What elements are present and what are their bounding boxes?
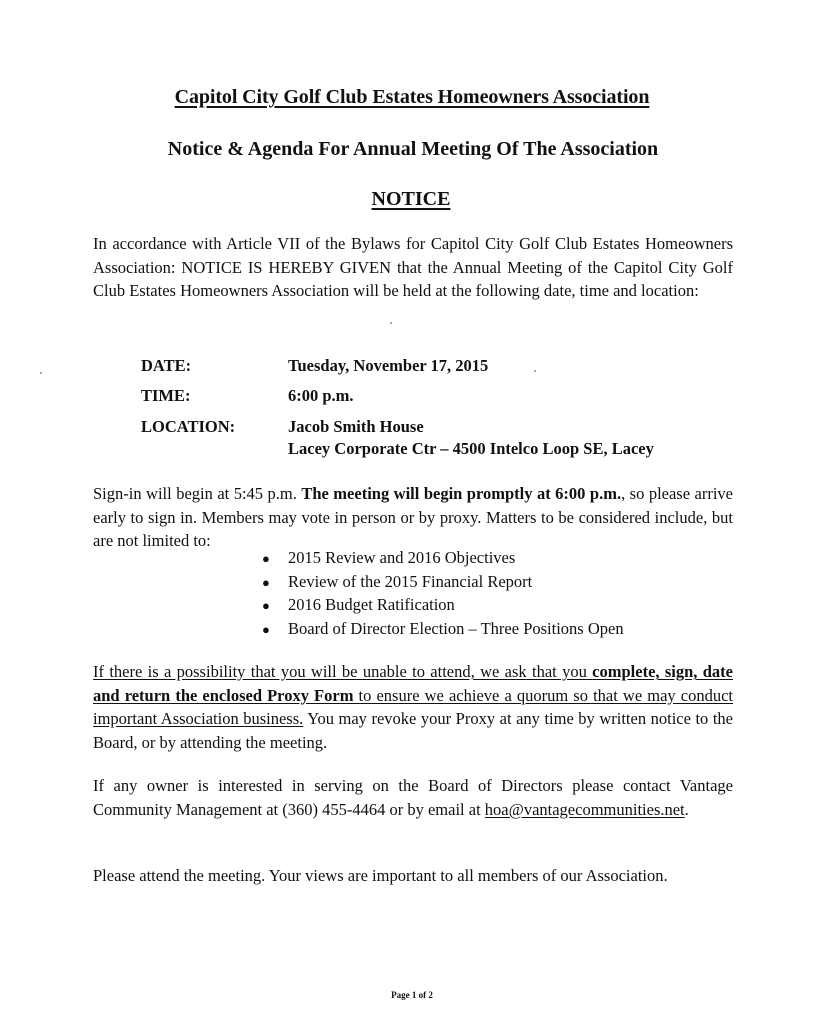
location-value bbox=[288, 416, 654, 460]
bullet-icon: ● bbox=[262, 551, 270, 566]
time-label: TIME: bbox=[141, 386, 191, 405]
notice-heading: NOTICE bbox=[371, 188, 451, 210]
meeting-details bbox=[141, 356, 654, 458]
agenda-item bbox=[262, 619, 624, 643]
scan-speck bbox=[40, 372, 42, 374]
board-text-end: . bbox=[684, 799, 689, 819]
email-link[interactable]: hoa@vantagecommunities.net bbox=[484, 799, 685, 819]
board-paragraph bbox=[93, 774, 733, 821]
intro-paragraph: In accordance with Article VII of the Bylaws for Capitol City Golf Club Estates Homeowners Association: NOTICE IS HEREBY GIVEN that the Annual Meeting of the Capitol City Golf Club Estates Homeowners Association will be held at the following date, time and location: bbox=[93, 234, 733, 300]
location-line-2: Lacey Corporate Ctr – 4500 Intelco Loop SE, Lacey bbox=[288, 439, 654, 458]
bullet-icon: ● bbox=[262, 574, 270, 590]
agenda-item-label: Board of Director Election – Three Positions Open bbox=[288, 618, 624, 638]
date-row bbox=[141, 356, 654, 386]
agenda-item-label: 2015 Review and 2016 Objectives bbox=[288, 548, 516, 567]
date-value: Tuesday, November 17, 2015 bbox=[288, 356, 489, 375]
page-number: Page 1 of 2 bbox=[391, 990, 433, 1000]
signin-text-2: , so please arrive early to sign in. Members may vote in person or by proxy. Matters to be considered include, but are not limited to: bbox=[93, 484, 733, 550]
location-label: LOCATION: bbox=[141, 417, 236, 436]
agenda-item-label: 2016 Budget Ratification bbox=[288, 595, 455, 615]
agenda-item bbox=[262, 595, 624, 619]
association-title: Capitol City Golf Club Estates Homeowners Association bbox=[174, 86, 650, 108]
proxy-paragraph bbox=[93, 660, 733, 754]
bullet-icon: ● bbox=[262, 598, 270, 614]
time-row bbox=[141, 386, 654, 416]
document-subtitle: Notice & Agenda For Annual Meeting Of The Association bbox=[167, 138, 659, 160]
signin-paragraph bbox=[93, 482, 733, 553]
scan-speck bbox=[390, 322, 392, 324]
signin-text-1: Sign-in will begin at 5:45 p.m. bbox=[93, 484, 302, 503]
agenda-list bbox=[262, 548, 624, 642]
location-line-1: Jacob Smith House bbox=[288, 417, 424, 436]
proxy-revoke-text: You may revoke your Proxy at any time by written notice to the Board, or by attending the meeting. bbox=[93, 709, 734, 752]
agenda-item bbox=[262, 548, 624, 572]
proxy-form-instruction: complete, sign, date and return the enclosed Proxy Form bbox=[93, 662, 733, 705]
agenda-item-label: Review of the 2015 Financial Report bbox=[288, 571, 533, 591]
closing-paragraph: Please attend the meeting. Your views are important to all members of our Association. bbox=[93, 866, 668, 885]
date-label: DATE: bbox=[141, 356, 192, 375]
proxy-underlined-text-1: If there is a possibility that you will be unable to attend, we ask that you bbox=[93, 662, 593, 681]
location-row bbox=[141, 416, 654, 458]
bullet-icon: ● bbox=[262, 621, 270, 637]
proxy-underlined-text-2: to ensure we achieve a quorum so that we may conduct important Association business. bbox=[93, 685, 733, 728]
agenda-item bbox=[262, 572, 624, 596]
board-text: If any owner is interested in serving on the Board of Directors please contact Vantage Community Management at (360) 455-4464 or by email at bbox=[93, 776, 733, 819]
time-value: 6:00 p.m. bbox=[288, 386, 354, 405]
scan-speck bbox=[534, 370, 536, 372]
signin-bold-text: The meeting will begin promptly at 6:00 p.m. bbox=[301, 484, 622, 503]
